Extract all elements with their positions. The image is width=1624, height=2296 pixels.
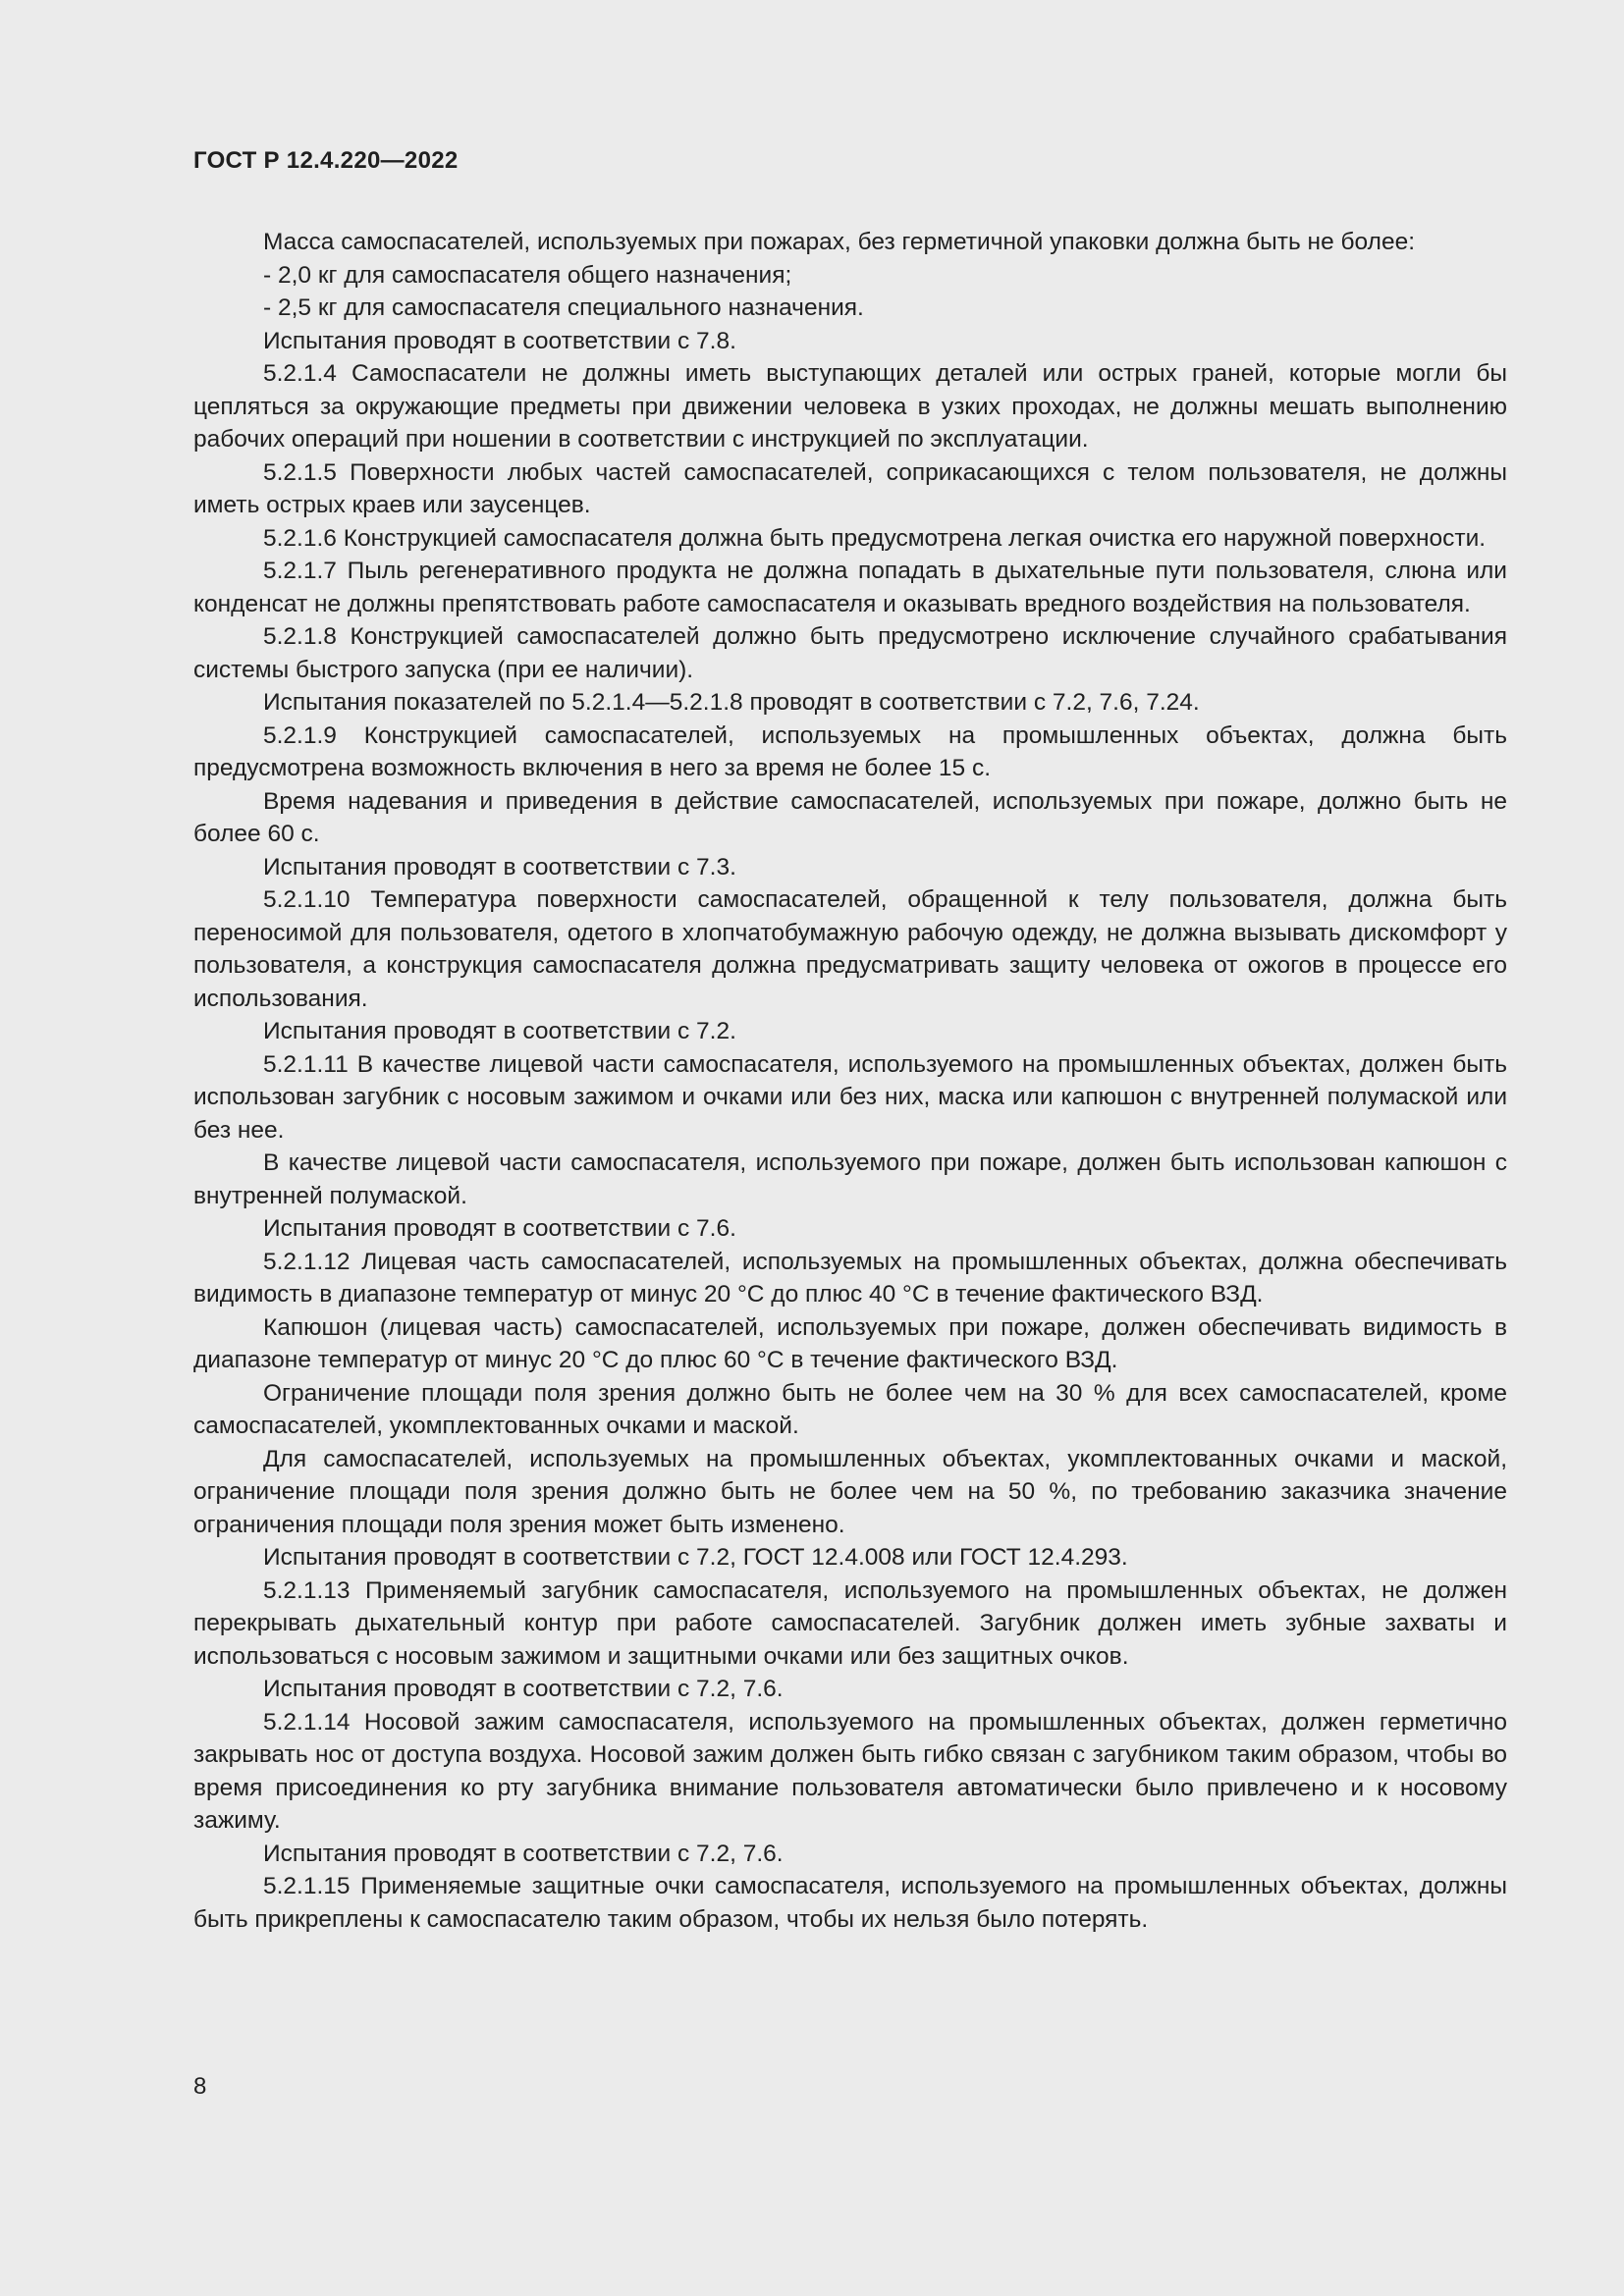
paragraph: 5.2.1.12 Лицевая часть самоспасателей, используемых на промышленных объектах, должна обеспечивать видимость в диапазоне температур от минус 20 °С до плюс 40 °С в течение фактического ВЗД. (193, 1248, 1507, 1308)
paragraph: Масса самоспасателей, используемых при пожарах, без герметичной упаковки должна быть не более: (263, 229, 1415, 255)
paragraph: Испытания проводят в соответствии с 7.2, ГОСТ 12.4.008 или ГОСТ 12.4.293. (263, 1544, 1128, 1571)
paragraph: Испытания проводят в соответствии с 7.8. (263, 327, 736, 354)
document-body (193, 226, 1507, 1936)
paragraph: В качестве лицевой части самоспасателя, используемого при пожаре, должен быть использован капюшон с внутренней полумаской. (193, 1149, 1507, 1209)
paragraph: Испытания проводят в соответствии с 7.2. (263, 1018, 736, 1044)
paragraph: Испытания проводят в соответствии с 7.2, 7.6. (263, 1840, 784, 1867)
paragraph: 5.2.1.5 Поверхности любых частей самоспасателей, соприкасающихся с телом пользователя, не должны иметь острых краев или заусенцев. (193, 458, 1507, 518)
paragraph: Испытания показателей по 5.2.1.4—5.2.1.8 проводят в соответствии с 7.2, 7.6, 7.24. (263, 689, 1200, 716)
paragraph: Испытания проводят в соответствии с 7.2, 7.6. (263, 1676, 784, 1702)
paragraph: 5.2.1.13 Применяемый загубник самоспасателя, используемого на промышленных объектах, не должен перекрывать дыхательный контур при работе самоспасателей. Загубник должен иметь зубные захваты и использоваться с носовым зажимом и защитными очками или без защитных очков. (193, 1576, 1507, 1670)
paragraph: 5.2.1.9 Конструкцией самоспасателей, используемых на промышленных объектах, должна быть предусмотрена возможность включения в него за время не более 15 с. (193, 721, 1507, 781)
paragraph: Испытания проводят в соответствии с 7.6. (263, 1215, 736, 1242)
paragraph: - 2,0 кг для самоспасателя общего назначения; (263, 261, 792, 289)
paragraph: 5.2.1.6 Конструкцией самоспасателя должна быть предусмотрена легкая очистка его наружной поверхности. (263, 524, 1487, 552)
paragraph: Время надевания и приведения в действие самоспасателей, используемых при пожаре, должно быть не более 60 с. (193, 787, 1507, 847)
paragraph: 5.2.1.14 Носовой зажим самоспасателя, используемого на промышленных объектах, должен герметично закрывать нос от доступа воздуха. Носовой зажим должен быть гибко связан с загубником таким образом, чтобы во время присоединения ко рту загубника внимание пользователя автоматически было привлечено и к носовому зажиму. (193, 1708, 1507, 1834)
paragraph: Для самоспасателей, используемых на промышленных объектах, укомплектованных очками и маской, ограничение площади поля зрения должно быть не более чем на 50 %, по требованию заказчика значение ограничения площади поля зрения может быть изменено. (193, 1445, 1507, 1538)
paragraph: 5.2.1.11 В качестве лицевой части самоспасателя, используемого на промышленных объектах, должен быть использован загубник с носовым зажимом и очками или без них, маска или капюшон с внутренней полумаской или без нее. (193, 1050, 1507, 1144)
paragraph: 5.2.1.10 Температура поверхности самоспасателей, обращенной к телу пользователя, должна быть переносимой для пользователя, одетого в хлопчатобумажную рабочую одежду, не должна вызывать дискомфорт у пользователя, а конструкция самоспасателя должна предусматривать защиту человека от ожогов в процессе его использования. (193, 886, 1507, 1012)
paragraph: Ограничение площади поля зрения должно быть не более чем на 30 % для всех самоспасателей, кроме самоспасателей, укомплектованных очками и маской. (193, 1379, 1507, 1439)
paragraph: Капюшон (лицевая часть) самоспасателей, используемых при пожаре, должен обеспечивать видимость в диапазоне температур от минус 20 °С до плюс 60 °С в течение фактического ВЗД. (193, 1313, 1507, 1373)
page-number: 8 (193, 2073, 207, 2100)
paragraph: 5.2.1.8 Конструкцией самоспасателей должно быть предусмотрено исключение случайного срабатывания системы быстрого запуска (при ее наличии). (193, 623, 1507, 683)
paragraph: 5.2.1.4 Самоспасатели не должны иметь выступающих деталей или острых граней, которые могли бы цепляться за окружающие предметы при движении человека в узких проходах, не должны мешать выполнению рабочих операций при ношении в соответствии с инструкцией по эксплуатации. (193, 360, 1507, 453)
document-header: ГОСТ Р 12.4.220—2022 (193, 147, 459, 174)
paragraph: 5.2.1.7 Пыль регенеративного продукта не должна попадать в дыхательные пути пользователя, слюна или конденсат не должны препятствовать работе самоспасателя и оказывать вредного воздействия на пользователя. (193, 558, 1507, 617)
paragraph: - 2,5 кг для самоспасателя специального назначения. (263, 294, 864, 321)
paragraph: 5.2.1.15 Применяемые защитные очки самоспасателя, используемого на промышленных объектах, должны быть прикреплены к самоспасателю таким образом, чтобы их нельзя было потерять. (193, 1873, 1507, 1933)
paragraph: Испытания проводят в соответствии с 7.3. (263, 853, 736, 881)
